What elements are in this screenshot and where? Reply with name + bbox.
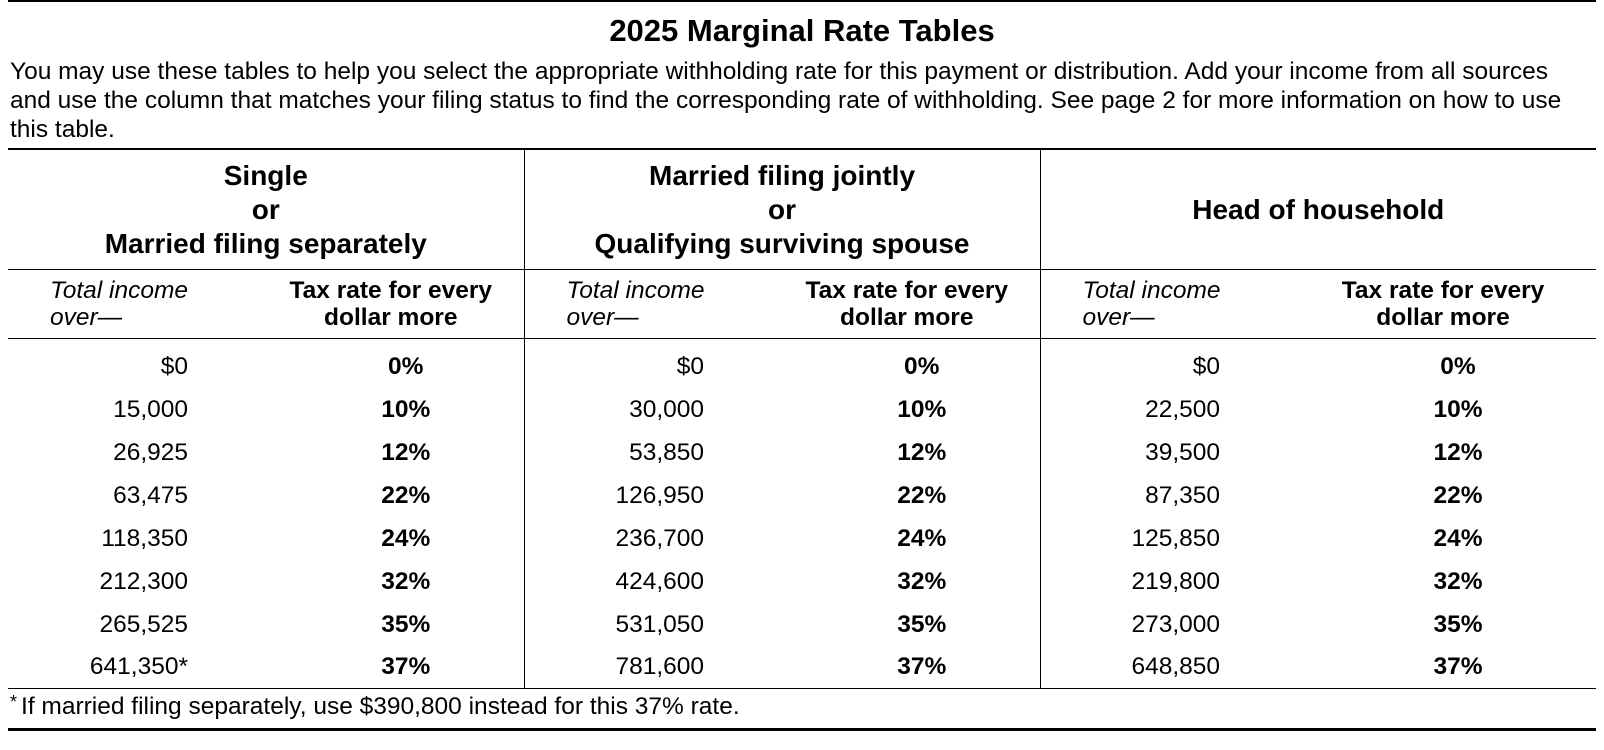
footnote xyxy=(10,687,740,722)
footnote-marker: * xyxy=(10,692,18,712)
rate-cell: 0% xyxy=(258,339,524,389)
rate-cell: 37% xyxy=(258,646,524,689)
rate-cell: 12% xyxy=(774,431,1040,474)
income-cell: 87,350 xyxy=(1145,481,1221,509)
income-column-header xyxy=(8,270,258,339)
income-cell: 63,475 xyxy=(113,481,188,509)
income-cell: 118,350 xyxy=(101,524,188,552)
column-header-row xyxy=(8,270,1596,339)
income-cell: 781,600 xyxy=(524,646,774,689)
income-column-header xyxy=(524,270,774,339)
income-cell: 26,925 xyxy=(113,438,188,466)
income-header-line2: over— xyxy=(1082,304,1155,331)
rate-header-line2: dollar more xyxy=(324,304,458,331)
page-title: 2025 Marginal Rate Tables xyxy=(609,13,995,48)
group-header-line: Married filing separately xyxy=(104,227,427,259)
income-cell: 53,850 xyxy=(629,438,705,466)
rate-cell: 22% xyxy=(1433,481,1483,509)
rate-cell: 32% xyxy=(774,560,1040,603)
rate-cell: 37% xyxy=(774,646,1040,689)
income-header-line1: Total income xyxy=(566,277,705,304)
rate-cell: 0% xyxy=(774,339,1040,389)
income-header-line1: Total income xyxy=(50,277,189,304)
income-cell: 30,000 xyxy=(629,395,705,423)
income-cell: 219,800 xyxy=(1131,567,1221,595)
top-rule xyxy=(8,0,1596,2)
table-row xyxy=(8,474,1596,517)
rate-cell: 24% xyxy=(774,517,1040,560)
group-header-row xyxy=(8,149,1596,270)
rate-cell: 10% xyxy=(1433,395,1483,423)
rate-cell: 32% xyxy=(258,560,524,603)
footnote-text: If married filing separately, use $390,800 instead for this 37% rate. xyxy=(21,693,740,720)
group-header-head-of-household xyxy=(1040,149,1596,270)
rate-column-header xyxy=(258,270,524,339)
income-cell: 212,300 xyxy=(99,567,188,595)
income-cell: 125,850 xyxy=(1131,524,1221,552)
rate-column-header xyxy=(1290,270,1596,339)
rate-column-header xyxy=(774,270,1040,339)
group-header-line: Qualifying surviving spouse xyxy=(594,227,970,259)
group-header-married-jointly xyxy=(524,149,1040,270)
marginal-rate-table xyxy=(8,148,1596,689)
table-row xyxy=(8,560,1596,603)
rate-cell: 35% xyxy=(1433,610,1483,638)
table-row xyxy=(8,431,1596,474)
income-cell: 531,050 xyxy=(615,610,705,638)
table-row xyxy=(8,517,1596,560)
group-header-line: or xyxy=(768,193,797,225)
group-header-line: or xyxy=(251,193,280,225)
rate-header-line1: Tax rate for every xyxy=(1341,277,1545,304)
income-cell: $0 xyxy=(160,352,188,380)
income-header-line2: over— xyxy=(50,304,123,331)
group-header-single xyxy=(8,149,524,270)
rate-cell: 35% xyxy=(258,603,524,646)
rate-header-line1: Tax rate for every xyxy=(289,277,492,304)
rate-cell: 24% xyxy=(258,517,524,560)
rate-cell: 37% xyxy=(1290,646,1596,689)
table-row xyxy=(8,388,1596,431)
rate-cell: 10% xyxy=(774,388,1040,431)
rate-header-line1: Tax rate for every xyxy=(805,277,1008,304)
intro-paragraph: You may use these tables to help you select the appropriate withholding rate for this payment or distribution. Add your income from all sources and use the column that matches your filing status to find the corresponding rate of withholding. See page 2 for more information on how to use this table. xyxy=(10,58,1562,143)
group-header-line: Single xyxy=(223,159,308,191)
income-header-line2: over— xyxy=(566,304,639,331)
rate-cell: 35% xyxy=(774,603,1040,646)
income-cell: 424,600 xyxy=(615,567,705,595)
rate-cell: 32% xyxy=(1433,567,1483,595)
income-cell: 39,500 xyxy=(1145,438,1221,466)
table-row xyxy=(8,339,1596,389)
rate-cell: 22% xyxy=(258,474,524,517)
rate-cell: 12% xyxy=(1433,438,1483,466)
rate-cell: 24% xyxy=(1433,524,1483,552)
income-cell: 641,350* xyxy=(8,646,258,689)
income-cell: 22,500 xyxy=(1145,395,1221,423)
rate-header-line2: dollar more xyxy=(1376,304,1510,331)
rate-cell: 0% xyxy=(1440,352,1476,380)
bottom-rule xyxy=(8,728,1596,731)
table-row xyxy=(8,646,1596,689)
group-header-line: Married filing jointly xyxy=(649,159,916,191)
rate-cell: 10% xyxy=(258,388,524,431)
income-cell: $0 xyxy=(676,352,705,380)
rate-header-line2: dollar more xyxy=(840,304,974,331)
income-cell: 648,850 xyxy=(1040,646,1290,689)
income-cell: 236,700 xyxy=(615,524,705,552)
group-header-line: Head of household xyxy=(1192,193,1445,225)
table-row xyxy=(8,603,1596,646)
income-cell: 273,000 xyxy=(1131,610,1221,638)
income-cell: 15,000 xyxy=(113,395,188,423)
rate-cell: 12% xyxy=(258,431,524,474)
income-cell: 126,950 xyxy=(615,481,705,509)
rate-cell: 22% xyxy=(774,474,1040,517)
income-header-line1: Total income xyxy=(1082,277,1221,304)
income-cell: $0 xyxy=(1192,352,1221,380)
income-cell: 265,525 xyxy=(99,610,188,638)
income-column-header xyxy=(1040,270,1290,339)
